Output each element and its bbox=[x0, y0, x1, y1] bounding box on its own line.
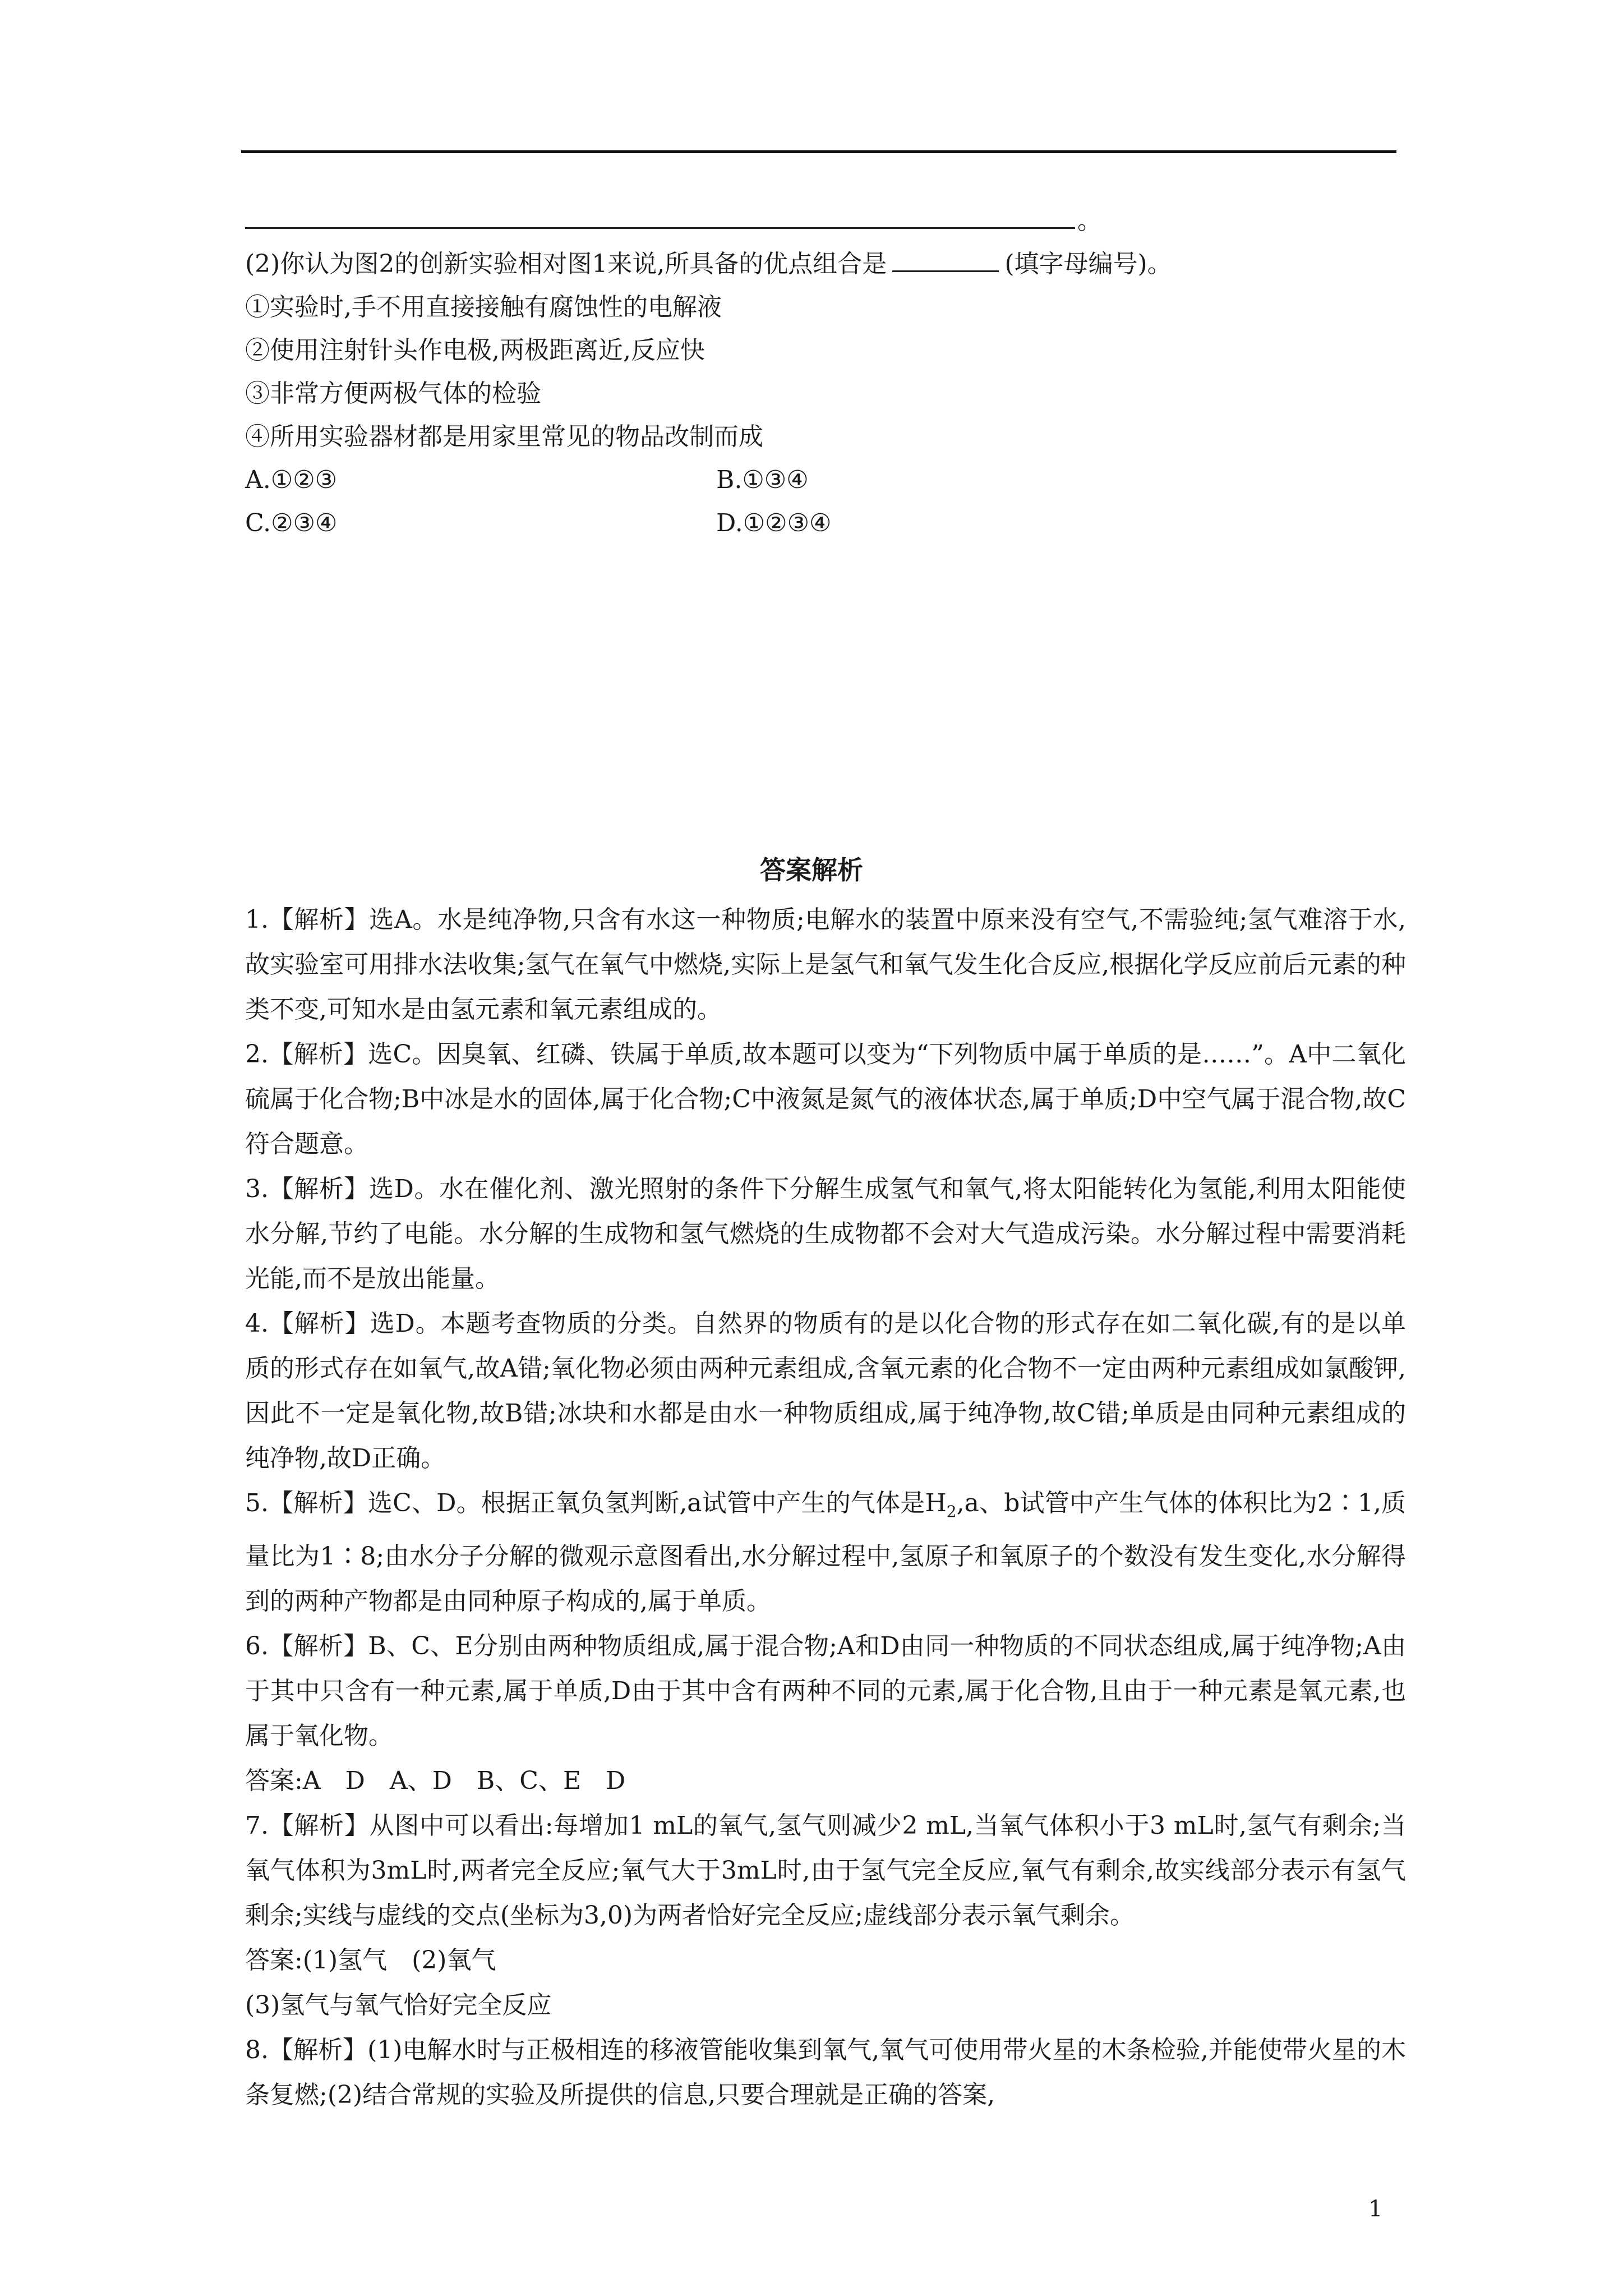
question-2-block bbox=[245, 199, 1400, 545]
answer-7-result-2: (3)氢气与氧气恰好完全反应 bbox=[245, 1990, 552, 2019]
section-title: 答案解析 bbox=[760, 855, 863, 885]
answer-6: 6.【解析】B、C、E分别由两种物质组成,属于混合物;A和D由同一种物质的不同状态组成,属于纯净物;A由于其中只含有一种元素,属于单质,D由于其中含有两种不同的元素,属于化合物,且由于一种元素是氧元素,也属于氧化物。 bbox=[245, 1631, 1406, 1750]
item-2: ②使用注射针头作电极,两极距离近,反应快 bbox=[245, 336, 705, 365]
answer-explanations bbox=[245, 898, 1406, 2118]
answer-1: 1.【解析】选A。水是纯净物,只含有水这一种物质;电解水的装置中原来没有空气,不需验纯;氢气难溶于水,故实验室可用排水法收集;氢气在氧气中燃烧,实际上是氢气和氧气发生化合反应,根据化学反应前后元素的种类不变,可知水是由氢元素和氧元素组成的。 bbox=[245, 905, 1406, 1024]
option-c: C.②③④ bbox=[245, 509, 338, 537]
item-3: ③非常方便两极气体的检验 bbox=[245, 379, 541, 408]
answer-6-result: 答案:A D A、D B、C、E D bbox=[245, 1766, 626, 1795]
answer-7: 7.【解析】从图中可以看出:每增加1 mL的氧气,氢气则减少2 mL,当氧气体积小于3 mL时,氢气有剩余;当氧气体积为3mL时,两者完全反应;氧气大于3mL时,由于氢气完全反应,氧气有剩余,故实线部分表示有氢气剩余;实线与虚线的交点(坐标为3,0)为两者恰好完全反应;虚线部分表示氧气剩余。 bbox=[245, 1811, 1406, 1930]
answer-5: 5.【解析】选C、D。根据正氧负氢判断,a试管中产生的气体是$H_2,a$、b试管中产生气体的体积比为2∶1,质量比为1∶8;由水分子分解的微观示意图看出,水分解过程中,氢原子和氧原子的个数没有发生变化,水分解得到的两种产物都是由同种原子构成的,属于单质。 bbox=[245, 1489, 1407, 1616]
item-4: ④所用实验器材都是用家里常见的物品改制而成 bbox=[245, 422, 763, 451]
answer-7-result-1: 答案:(1)氢气 (2)氧气 bbox=[245, 1945, 496, 1975]
header-rule bbox=[241, 150, 1396, 153]
fill-blank-short bbox=[892, 248, 999, 272]
option-d: D.①②③④ bbox=[716, 509, 832, 537]
option-a: A.①②③ bbox=[245, 466, 338, 494]
options-row-1 bbox=[245, 458, 1400, 501]
answer-4: 4.【解析】选D。本题考查物质的分类。自然界的物质有的是以化合物的形式存在如二氧化碳,有的是以单质的形式存在如氧气,故A错;氧化物必须由两种元素组成,含氧元素的化合物不一定由两种元素组成如氯酸钾,因此不一定是氧化物,故B错;冰块和水都是由水一种物质组成,属于纯净物,故C错;单质是由同种元素组成的纯净物,故D正确。 bbox=[245, 1309, 1406, 1473]
answer-blank-line bbox=[245, 199, 1400, 242]
page-number: 1 bbox=[1368, 2196, 1383, 2222]
options-row-2 bbox=[245, 501, 1400, 545]
answer-3: 3.【解析】选D。水在催化剂、激光照射的条件下分解生成氢气和氧气,将太阳能转化为氢能,利用太阳能使水分解,节约了电能。水分解的生成物和氢气燃烧的生成物都不会对大气造成污染。水分解过程中需要消耗光能,而不是放出能量。 bbox=[245, 1175, 1406, 1293]
option-b: B.①③④ bbox=[716, 466, 809, 494]
item-1: ①实验时,手不用直接接触有腐蚀性的电解液 bbox=[245, 293, 722, 321]
fill-blank bbox=[245, 205, 1075, 229]
answer-2: 2.【解析】选C。因臭氧、红磷、铁属于单质,故本题可以变为“下列物质中属于单质的是……”。A中二氧化硫属于化合物;B中冰是水的固体,属于化合物;C中液氮是氮气的液体状态,属于单质;D中空气属于混合物,故C符合题意。 bbox=[245, 1040, 1406, 1158]
question-2-prompt: (2)你认为图2的创新实验相对图1来说,所具备的优点组合是 (填字母编号)。 bbox=[245, 242, 1400, 286]
answer-8: 8.【解析】(1)电解水时与正极相连的移液管能收集到氧气,氧气可使用带火星的木条检验,并能使带火星的木条复燃;(2)结合常规的实验及所提供的信息,只要合理就是正确的答案, bbox=[245, 2035, 1406, 2109]
blank-end-mark: 。 bbox=[1077, 206, 1102, 235]
